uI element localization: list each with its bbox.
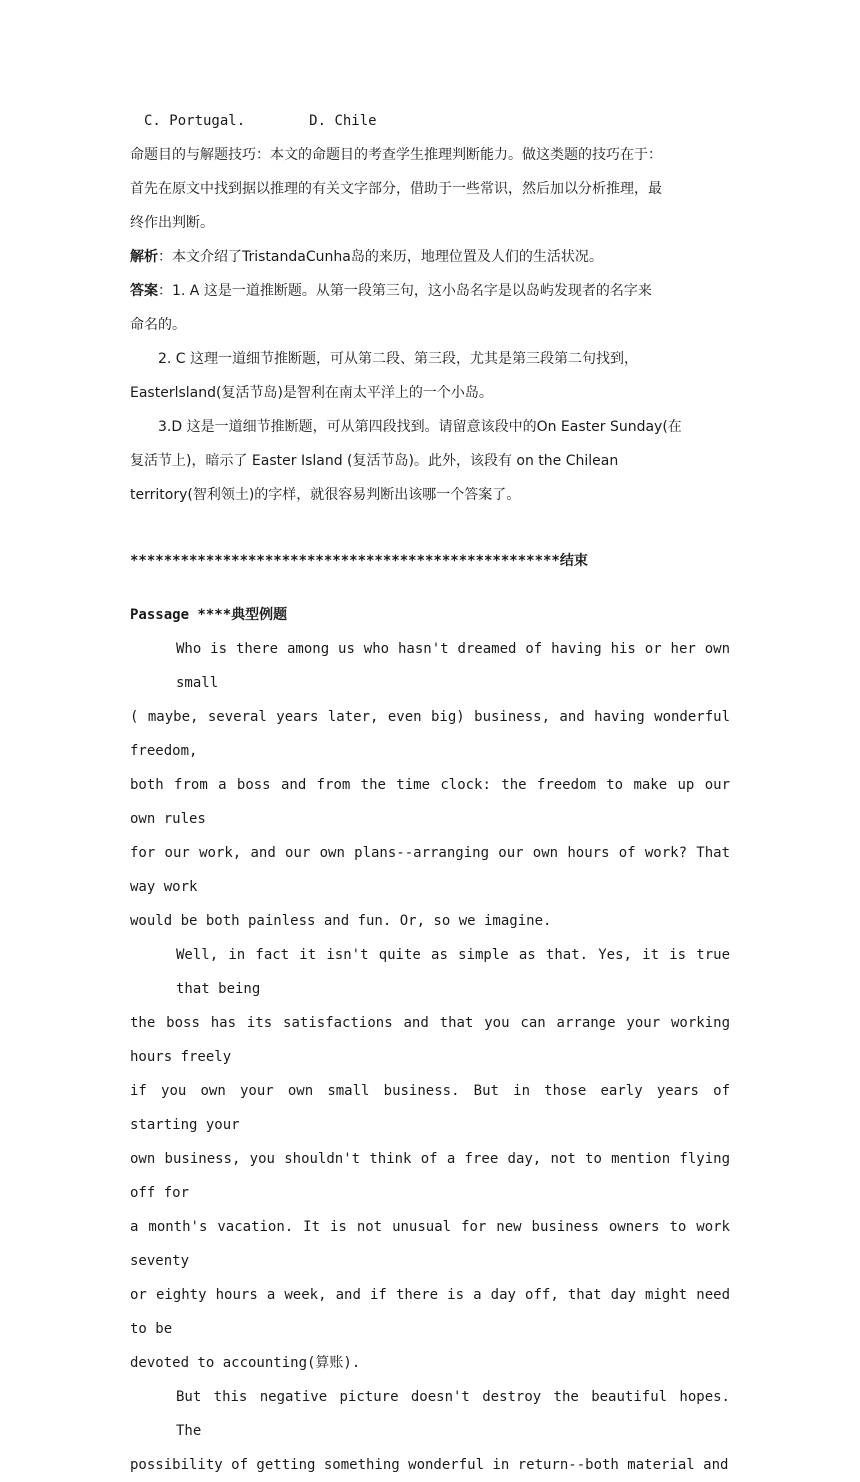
end-marker-label: 结束 xyxy=(559,553,588,569)
end-marker xyxy=(130,544,730,578)
answer-3-line-1: 3.D 这是一道细节推断题，可从第四段找到。请留意该段中的On Easter Sunday(在 xyxy=(158,419,682,435)
paragraph-3 xyxy=(130,1380,730,1482)
analysis-label: 解析 xyxy=(130,249,158,265)
paragraph-line: own business, you shouldn't think of a free day, not to mention flying off for xyxy=(130,1151,730,1201)
paragraph-line: would be both painless and fun. Or, so we imagine. xyxy=(130,913,552,929)
answer-options-line xyxy=(130,104,730,138)
option-d: D. Chile xyxy=(309,113,377,129)
intro-line-2: 首先在原文中找到据以推理的有关文字部分，借助于一些常识，然后加以分析推理，最 xyxy=(130,181,662,197)
intro-line-3: 终作出判断。 xyxy=(130,215,214,231)
paragraph-line: ( maybe, several years later, even big) business, and having wonderful freedom, xyxy=(130,709,730,759)
analysis-line xyxy=(130,240,730,274)
intro-line-1: 命题目的与解题技巧：本文的命题目的考查学生推理判断能力。做这类题的技巧在于： xyxy=(130,147,662,163)
document-body xyxy=(130,104,730,1482)
paragraph-line: for our work, and our own plans--arranging our own hours of work? That way work xyxy=(130,845,730,895)
answer-label: 答案 xyxy=(130,283,158,299)
analysis-text: ：本文介绍了TristandaCunha岛的来历，地理位置及人们的生活状况。 xyxy=(158,249,603,265)
paragraph-line: devoted to accounting(算账). xyxy=(130,1355,361,1371)
paragraph-line: the boss has its satisfactions and that you can arrange your working hours freely xyxy=(130,1015,730,1065)
answer-1-line-2: 命名的。 xyxy=(130,317,186,333)
answer-2-line-1: 2. C 这理一道细节推断题，可从第二段、第三段，尤其是第三段第二句找到， xyxy=(158,351,639,367)
end-marker-stars: *************************************************** xyxy=(130,553,560,569)
paragraph-line: if you own your own small business. But in those early years of starting your xyxy=(130,1083,730,1133)
paragraph-line: possibility of getting something wonderful in return--both material and xyxy=(130,1457,729,1473)
paragraph-line: Who is there among us who hasn't dreamed of having his or her own small xyxy=(176,641,730,691)
paragraph-line: or eighty hours a week, and if there is a day off, that day might need to be xyxy=(130,1287,730,1337)
answer-3-line-2: 复活节上)，暗示了 Easter Island (复活节岛)。此外，该段有 on the Chilean xyxy=(130,453,619,469)
passage-heading: Passage ****典型例题 xyxy=(130,607,288,623)
paragraph-line: a month's vacation. It is not unusual for new business owners to work seventy xyxy=(130,1219,730,1269)
paragraph-line: Well, in fact it isn't quite as simple as that. Yes, it is true that being xyxy=(176,947,730,997)
paragraph-line: both from a boss and from the time clock: the freedom to make up our own rules xyxy=(130,777,730,827)
paragraph-line: But this negative picture doesn't destroy the beautiful hopes. The xyxy=(176,1389,730,1439)
paragraph-2 xyxy=(130,938,730,1380)
answer-3-line-3: territory(智利领土)的字样，就很容易判断出该哪一个答案了。 xyxy=(130,487,521,503)
answer-1-line-1: 答案：1. A 这是一道推断题。从第一段第三句，这小岛名字是以岛屿发现者的名字来 xyxy=(130,283,652,299)
paragraph-1 xyxy=(130,632,730,938)
answer-2-line-2: Easterlsland(复活节岛)是智利在南太平洋上的一个小岛。 xyxy=(130,385,493,401)
option-c: C. Portugal. xyxy=(144,113,246,129)
